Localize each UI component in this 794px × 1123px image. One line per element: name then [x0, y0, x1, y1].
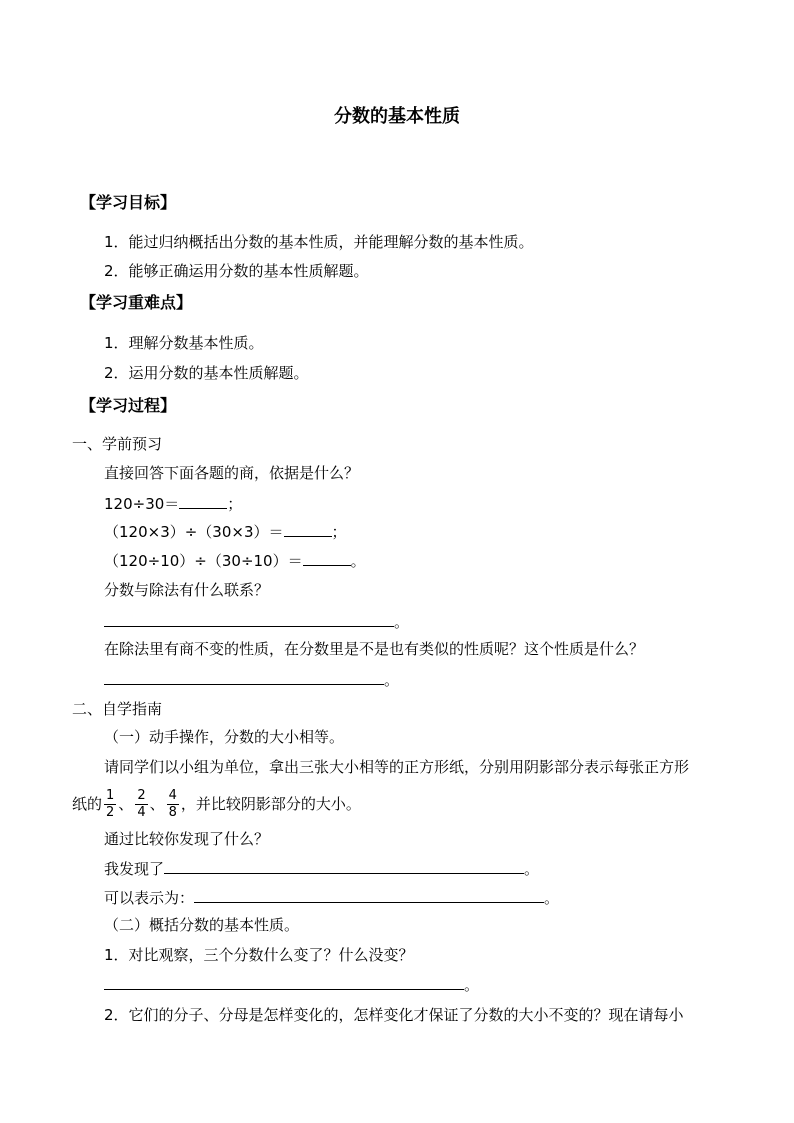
difficulty-item-2: 2．运用分数的基本性质解题。 — [104, 364, 309, 382]
guide-item-2: 2．它们的分子、分母是怎样变化的，怎样变化才保证了分数的大小不变的？现在请每小 — [104, 1006, 684, 1024]
found-label: 我发现了 — [104, 860, 165, 878]
answer-line-2-end: 。 — [384, 671, 400, 689]
express-label: 可以表示为： — [104, 889, 195, 907]
answer-blank-7[interactable] — [194, 886, 544, 903]
guide-paragraph-line-2 — [72, 784, 361, 824]
fraction-2-4 — [135, 788, 147, 821]
preview-prompt: 直接回答下面各题的商，依据是什么？ — [104, 464, 360, 482]
answer-blank-5[interactable] — [104, 668, 384, 685]
answer-line-3 — [104, 973, 479, 996]
equation-1-text: 120÷30＝ — [104, 495, 180, 513]
equation-2 — [104, 520, 347, 543]
fraction-2-denominator: 4 — [137, 805, 146, 820]
guide-part-2: （二）概括分数的基本性质。 — [104, 916, 300, 934]
answer-blank-6[interactable] — [164, 857, 524, 874]
answer-blank-2[interactable] — [284, 520, 332, 537]
answer-line-1-end: 。 — [394, 613, 410, 631]
equation-1 — [104, 492, 242, 515]
answer-blank-4[interactable] — [104, 610, 394, 627]
guide-paragraph-line-1: 请同学们以小组为单位，拿出三张大小相等的正方形纸，分别用阴影部分表示每张正方形 — [104, 758, 690, 776]
goal-item-1: 1．能过归纳概括出分数的基本性质，并能理解分数的基本性质。 — [104, 233, 534, 251]
guide-part-1: （一）动手操作，分数的大小相等。 — [104, 728, 345, 746]
fraction-3-denominator: 8 — [168, 805, 177, 820]
answer-blank-1[interactable] — [179, 492, 227, 509]
fraction-separator-1: 、 — [118, 795, 134, 813]
page-title: 分数的基本性质 — [334, 106, 460, 127]
process-heading: 【学习过程】 — [80, 396, 177, 415]
equation-3-end: 。 — [350, 552, 366, 570]
goals-heading: 【学习目标】 — [80, 193, 177, 212]
answer-line-2 — [104, 668, 399, 691]
goal-item-2: 2．能够正确运用分数的基本性质解题。 — [104, 262, 369, 280]
fraction-1-denominator: 2 — [106, 805, 115, 820]
answer-blank-3[interactable] — [303, 549, 351, 566]
equation-3 — [104, 549, 366, 572]
preview-section-title: 一、学前预习 — [72, 435, 163, 453]
difficulties-heading: 【学习重难点】 — [80, 293, 193, 312]
fraction-1-numerator: 1 — [106, 788, 115, 803]
question-property: 在除法里有商不变的性质，在分数里是不是也有类似的性质呢？这个性质是什么？ — [104, 640, 645, 658]
guide-paragraph-end: ，并比较阴影部分的大小。 — [180, 795, 361, 813]
fraction-2-numerator: 2 — [137, 788, 146, 803]
answer-line-3-end: 。 — [464, 976, 480, 994]
express-line — [104, 886, 559, 909]
equation-3-text: （120÷10）÷（30÷10）＝ — [104, 552, 303, 570]
equation-2-end: ； — [331, 523, 347, 541]
guide-item-1: 1．对比观察，三个分数什么变了？什么没变？ — [104, 946, 414, 964]
found-line — [104, 857, 539, 880]
question-comparison: 通过比较你发现了什么？ — [104, 830, 270, 848]
express-end: 。 — [544, 889, 560, 907]
equation-2-text: （120×3）÷（30×3）＝ — [104, 523, 284, 541]
fraction-4-8 — [167, 788, 179, 821]
fraction-3-numerator: 4 — [168, 788, 177, 803]
difficulty-item-1: 1．理解分数基本性质。 — [104, 334, 264, 352]
answer-blank-8[interactable] — [104, 973, 464, 990]
equation-1-end: ； — [227, 495, 243, 513]
found-end: 。 — [524, 860, 540, 878]
question-fraction-division: 分数与除法有什么联系？ — [104, 581, 270, 599]
fraction-1-2 — [104, 788, 116, 821]
answer-line-1 — [104, 610, 409, 633]
fraction-separator-2: 、 — [149, 795, 165, 813]
guide-paragraph-start: 纸的 — [72, 795, 103, 813]
guide-section-title: 二、自学指南 — [72, 700, 163, 718]
